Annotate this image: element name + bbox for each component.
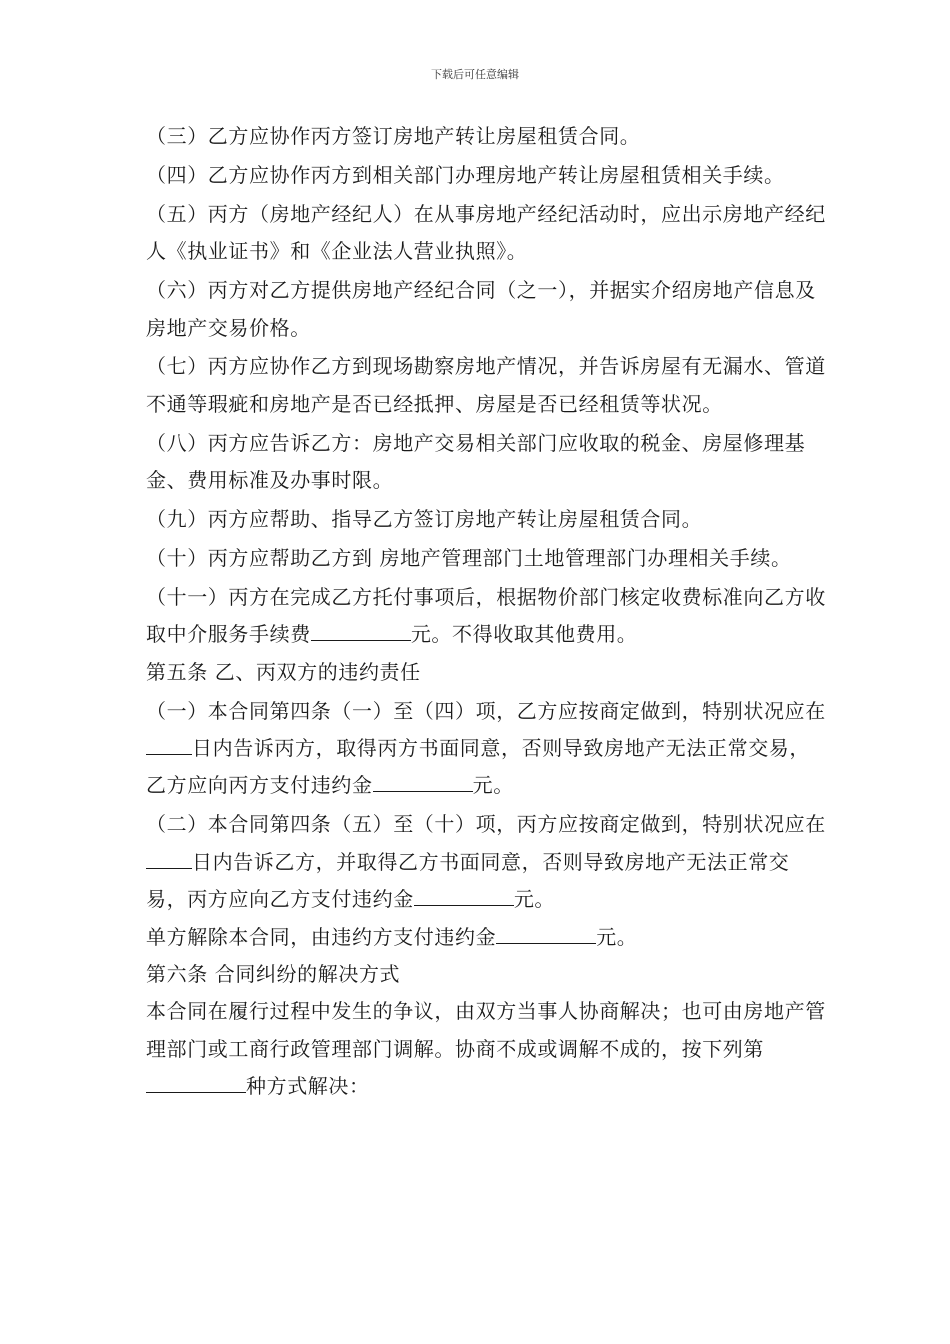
article-5-heading — [146, 654, 826, 691]
liability-1 — [146, 693, 826, 805]
clause-text: （十一）丙方在完成乙方托付事项后，根据物价部门核定收费标准向乙方收取中介服务手续费 — [146, 584, 826, 647]
contract-body — [146, 118, 826, 1106]
penalty-blank — [414, 884, 514, 906]
clause-text: （十）丙方应帮助乙方到 房地产管理部门土地管理部门办理相关手续。 — [146, 545, 792, 570]
penalty-blank — [373, 770, 473, 792]
page-header: 下载后可任意编辑 — [431, 68, 519, 81]
liability-2 — [146, 806, 826, 918]
penalty-blank — [496, 922, 596, 944]
clause-8 — [146, 425, 826, 500]
clause-text: 本合同在履行过程中发生的争议，由双方当事人协商解决；也可由房地产管理部门或工商行政管理部门调解。协商不成或调解不成的，按下列第 — [146, 999, 826, 1061]
clause-text: 元。 — [513, 887, 556, 912]
clause-text: 日内告诉乙方，并取得乙方书面同意，否则导致房地产无法正常交易，丙方应向乙方支付违约金 — [146, 849, 790, 912]
clause-text: 日内告诉丙方，取得丙方书面同意，否则导致房地产无法正常交易，乙方应向丙方支付违约金 — [146, 736, 810, 798]
clause-4 — [146, 157, 826, 194]
clause-text: 元。 — [472, 773, 514, 798]
clause-text: 种方式解决： — [246, 1074, 370, 1099]
clause-9 — [146, 501, 826, 538]
clause-text: （七）丙方应协作乙方到现场勘察房地产情况，并告诉房屋有无漏水、管道不通等瑕疵和房地产是否已经抵押、房屋是否已经租赁等状况。 — [146, 354, 826, 416]
clause-text: （六）丙方对乙方提供房地产经纪合同（之一），并据实介绍房地产信息及房地产交易价格。 — [146, 278, 816, 340]
clause-text: 元。 — [596, 924, 638, 949]
days-blank — [146, 847, 192, 869]
dispute-resolution — [146, 993, 826, 1105]
clause-7 — [146, 348, 826, 423]
clause-6 — [146, 272, 826, 347]
clause-text: 单方解除本合同，由违约方支付违约金 — [146, 924, 497, 949]
clause-text: 元。不得收取其他费用。 — [410, 622, 638, 647]
clause-text: （三）乙方应协作丙方签订房地产转让房屋租赁合同。 — [146, 124, 641, 148]
clause-text: （一）本合同第四条（一）至（四）项，乙方应按商定做到，特别状况应在 — [146, 698, 826, 723]
clause-11 — [146, 579, 826, 654]
fee-blank — [311, 619, 411, 641]
clause-10 — [146, 540, 826, 577]
clause-text: （九）丙方应帮助、指导乙方签订房地产转让房屋租赁合同。 — [146, 507, 703, 532]
days-blank — [146, 733, 192, 755]
article-6-heading — [146, 956, 826, 993]
clause-5 — [146, 196, 826, 271]
clause-text: （四）乙方应协作丙方到相关部门办理房地产转让房屋租赁相关手续。 — [146, 162, 785, 187]
clause-text: （二）本合同第四条（五）至（十）项，丙方应按商定做到，特别状况应在 — [146, 812, 826, 837]
method-blank — [146, 1071, 246, 1093]
heading-text: 第六条 合同纠纷的解决方式 — [146, 961, 401, 986]
heading-text: 第五条 乙、丙双方的违约责任 — [146, 659, 421, 684]
clause-text: （八）丙方应告诉乙方：房地产交易相关部门应收取的税金、房屋修理基金、费用标准及办事时限。 — [146, 430, 806, 493]
clause-text: （五）丙方（房地产经纪人）在从事房地产经纪活动时，应出示房地产经纪人《执业证书》和《企业法人营业执照》。 — [146, 201, 826, 264]
unilateral-termination — [146, 919, 826, 956]
clause-3 — [146, 118, 826, 155]
